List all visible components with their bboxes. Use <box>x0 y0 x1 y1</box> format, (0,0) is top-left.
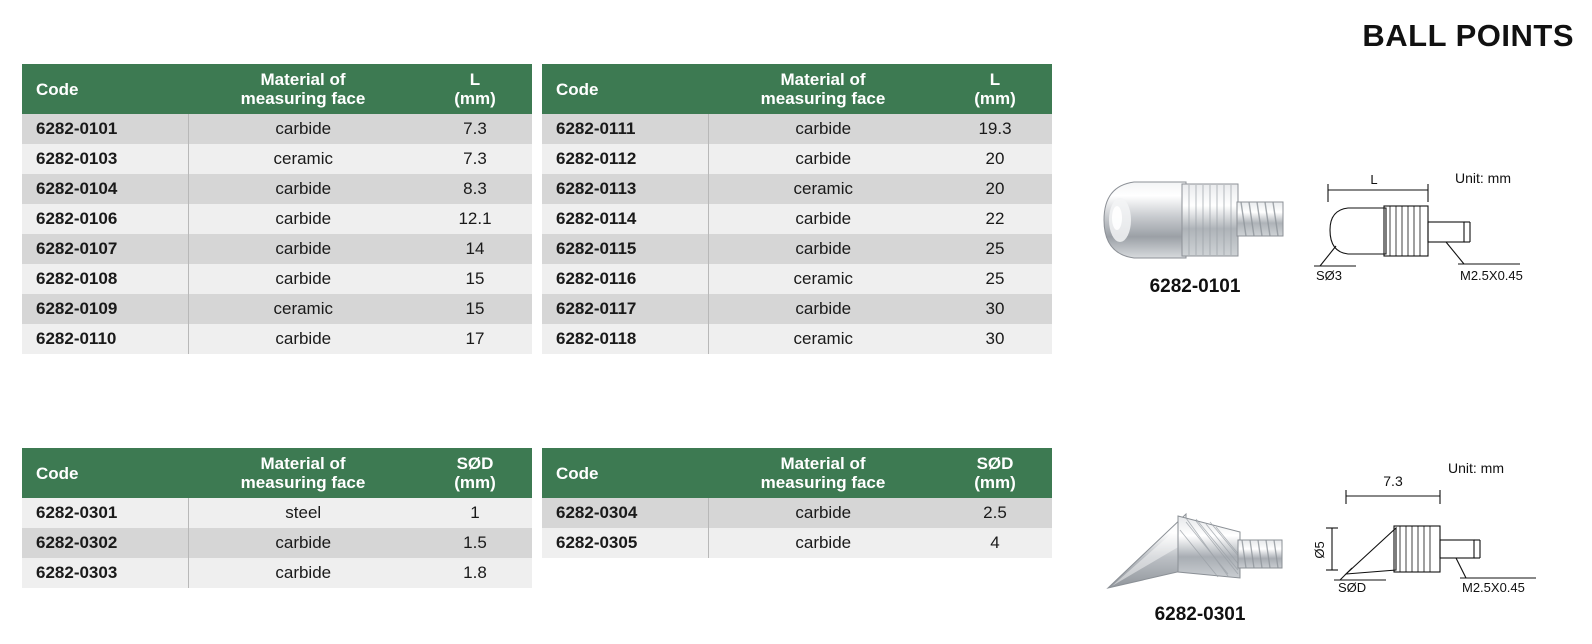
table-row <box>22 114 532 144</box>
table-header-row <box>542 64 1052 114</box>
product-caption-1: 6282-0101 <box>1149 276 1241 297</box>
column-header-material-line2: measuring face <box>760 89 886 109</box>
cell-value: 20 <box>938 174 1052 204</box>
cell-value: 14 <box>418 234 532 264</box>
column-header-material <box>188 64 418 114</box>
unit-label-1: Unit: mm <box>1455 170 1511 186</box>
cell-code: 6282-0115 <box>542 234 708 264</box>
ball-point-photo-6282-0101 <box>1090 160 1300 280</box>
cell-code: 6282-0101 <box>22 114 188 144</box>
column-header-material-line2: measuring face <box>760 473 886 493</box>
cell-code: 6282-0117 <box>542 294 708 324</box>
cell-material: carbide <box>188 174 418 204</box>
table-header-row <box>22 448 532 498</box>
cell-value: 19.3 <box>938 114 1052 144</box>
table-row <box>542 324 1052 354</box>
dimension-label-diameter-5: Ø5 <box>1312 541 1327 559</box>
table-row <box>542 498 1052 528</box>
cell-code: 6282-0109 <box>22 294 188 324</box>
table-row <box>542 234 1052 264</box>
table-row <box>22 144 532 174</box>
cell-material: carbide <box>708 204 938 234</box>
technical-drawing-2 <box>1310 452 1580 592</box>
column-header-sphere-diameter-unit: (mm) <box>454 473 496 493</box>
cell-value: 1.8 <box>418 558 532 588</box>
column-header-length-symbol: L <box>469 70 481 89</box>
cell-material: steel <box>188 498 418 528</box>
ball-points-table-1 <box>22 64 533 354</box>
cell-value: 20 <box>938 144 1052 174</box>
cell-value: 30 <box>938 324 1052 354</box>
cell-material: ceramic <box>708 324 938 354</box>
cell-value: 4 <box>938 528 1052 558</box>
table-row <box>22 558 532 588</box>
column-header-sphere-diameter <box>938 448 1052 498</box>
table-row <box>22 264 532 294</box>
table-row <box>22 294 532 324</box>
column-header-sphere-diameter <box>418 448 532 498</box>
cell-value: 1 <box>418 498 532 528</box>
column-header-material-line2: measuring face <box>240 473 366 493</box>
cell-value: 7.3 <box>418 114 532 144</box>
cell-code: 6282-0302 <box>22 528 188 558</box>
column-header-code: Code <box>22 448 188 498</box>
table-row <box>542 174 1052 204</box>
column-header-material <box>188 448 418 498</box>
table-row <box>542 528 1052 558</box>
column-header-sphere-diameter-symbol: SØD <box>976 454 1014 473</box>
table-row <box>22 174 532 204</box>
technical-drawing-1 <box>1300 168 1580 293</box>
cell-value: 15 <box>418 294 532 324</box>
cell-code: 6282-0304 <box>542 498 708 528</box>
ball-points-table-2 <box>542 64 1053 354</box>
column-header-material-line1: Material of <box>260 70 346 89</box>
cell-code: 6282-0106 <box>22 204 188 234</box>
cell-material: carbide <box>188 204 418 234</box>
cell-material: carbide <box>188 528 418 558</box>
table-row <box>22 234 532 264</box>
cell-material: carbide <box>708 144 938 174</box>
cell-code: 6282-0301 <box>22 498 188 528</box>
cell-code: 6282-0108 <box>22 264 188 294</box>
cell-material: carbide <box>708 498 938 528</box>
cell-value: 25 <box>938 234 1052 264</box>
column-header-code: Code <box>542 448 708 498</box>
column-header-material-line1: Material of <box>260 454 346 473</box>
cell-value: 1.5 <box>418 528 532 558</box>
table-header-row <box>22 64 532 114</box>
column-header-length-symbol: L <box>989 70 1001 89</box>
table-row <box>542 294 1052 324</box>
cell-value: 15 <box>418 264 532 294</box>
product-illustration-2 <box>1100 500 1300 626</box>
needle-point-photo-6282-0301 <box>1100 500 1300 610</box>
cell-material: carbide <box>708 528 938 558</box>
unit-label-2: Unit: mm <box>1448 460 1504 476</box>
cell-code: 6282-0118 <box>542 324 708 354</box>
dimension-label-7-3: 7.3 <box>1383 473 1403 489</box>
column-header-material <box>708 448 938 498</box>
column-header-length <box>418 64 532 114</box>
cell-material: ceramic <box>708 264 938 294</box>
cell-value: 2.5 <box>938 498 1052 528</box>
cell-material: carbide <box>708 114 938 144</box>
cell-value: 22 <box>938 204 1052 234</box>
cell-code: 6282-0107 <box>22 234 188 264</box>
table-header-row <box>542 448 1052 498</box>
column-header-code: Code <box>542 64 708 114</box>
drawing-svg-2 <box>1310 452 1580 592</box>
cell-code: 6282-0112 <box>542 144 708 174</box>
column-header-material-line1: Material of <box>780 70 866 89</box>
cell-value: 17 <box>418 324 532 354</box>
dimension-label-L: L <box>1370 172 1378 187</box>
cell-code: 6282-0103 <box>22 144 188 174</box>
cell-code: 6282-0303 <box>22 558 188 588</box>
table-row <box>22 204 532 234</box>
cell-material: ceramic <box>188 294 418 324</box>
cell-value: 12.1 <box>418 204 532 234</box>
table-row <box>22 324 532 354</box>
cell-material: ceramic <box>188 144 418 174</box>
cell-code: 6282-0111 <box>542 114 708 144</box>
cell-code: 6282-0305 <box>542 528 708 558</box>
cell-value: 8.3 <box>418 174 532 204</box>
cell-material: carbide <box>188 114 418 144</box>
product-caption-2: 6282-0301 <box>1154 604 1246 625</box>
table-row <box>542 144 1052 174</box>
ball-points-table-4 <box>542 448 1053 558</box>
table-row <box>542 114 1052 144</box>
cell-code: 6282-0114 <box>542 204 708 234</box>
dimension-label-sphere-d3: SØ3 <box>1316 268 1343 283</box>
column-header-length-unit: (mm) <box>974 89 1016 109</box>
column-header-length-unit: (mm) <box>454 89 496 109</box>
dimension-label-sphere-d: SØD <box>1338 580 1367 592</box>
cell-material: carbide <box>188 264 418 294</box>
cell-material: carbide <box>188 558 418 588</box>
cell-code: 6282-0113 <box>542 174 708 204</box>
dimension-label-thread-1: M2.5X0.45 <box>1460 268 1523 283</box>
column-header-material-line1: Material of <box>780 454 866 473</box>
cell-material: carbide <box>188 234 418 264</box>
table-row <box>22 498 532 528</box>
cell-value: 25 <box>938 264 1052 294</box>
cell-material: ceramic <box>708 174 938 204</box>
column-header-length <box>938 64 1052 114</box>
product-illustration-1 <box>1090 160 1300 298</box>
column-header-sphere-diameter-unit: (mm) <box>974 473 1016 493</box>
cell-value: 7.3 <box>418 144 532 174</box>
column-header-material-line2: measuring face <box>240 89 366 109</box>
cell-material: carbide <box>708 234 938 264</box>
cell-code: 6282-0116 <box>542 264 708 294</box>
cell-material: carbide <box>708 294 938 324</box>
drawing-svg-1 <box>1300 168 1580 293</box>
cell-material: carbide <box>188 324 418 354</box>
table-row <box>542 264 1052 294</box>
table-row <box>542 204 1052 234</box>
ball-points-table-3 <box>22 448 533 588</box>
dimension-label-thread-2: M2.5X0.45 <box>1462 580 1525 592</box>
table-row <box>22 528 532 558</box>
cell-value: 30 <box>938 294 1052 324</box>
column-header-sphere-diameter-symbol: SØD <box>456 454 494 473</box>
cell-code: 6282-0104 <box>22 174 188 204</box>
page-title: BALL POINTS <box>1362 18 1574 53</box>
column-header-code: Code <box>22 64 188 114</box>
cell-code: 6282-0110 <box>22 324 188 354</box>
column-header-material <box>708 64 938 114</box>
